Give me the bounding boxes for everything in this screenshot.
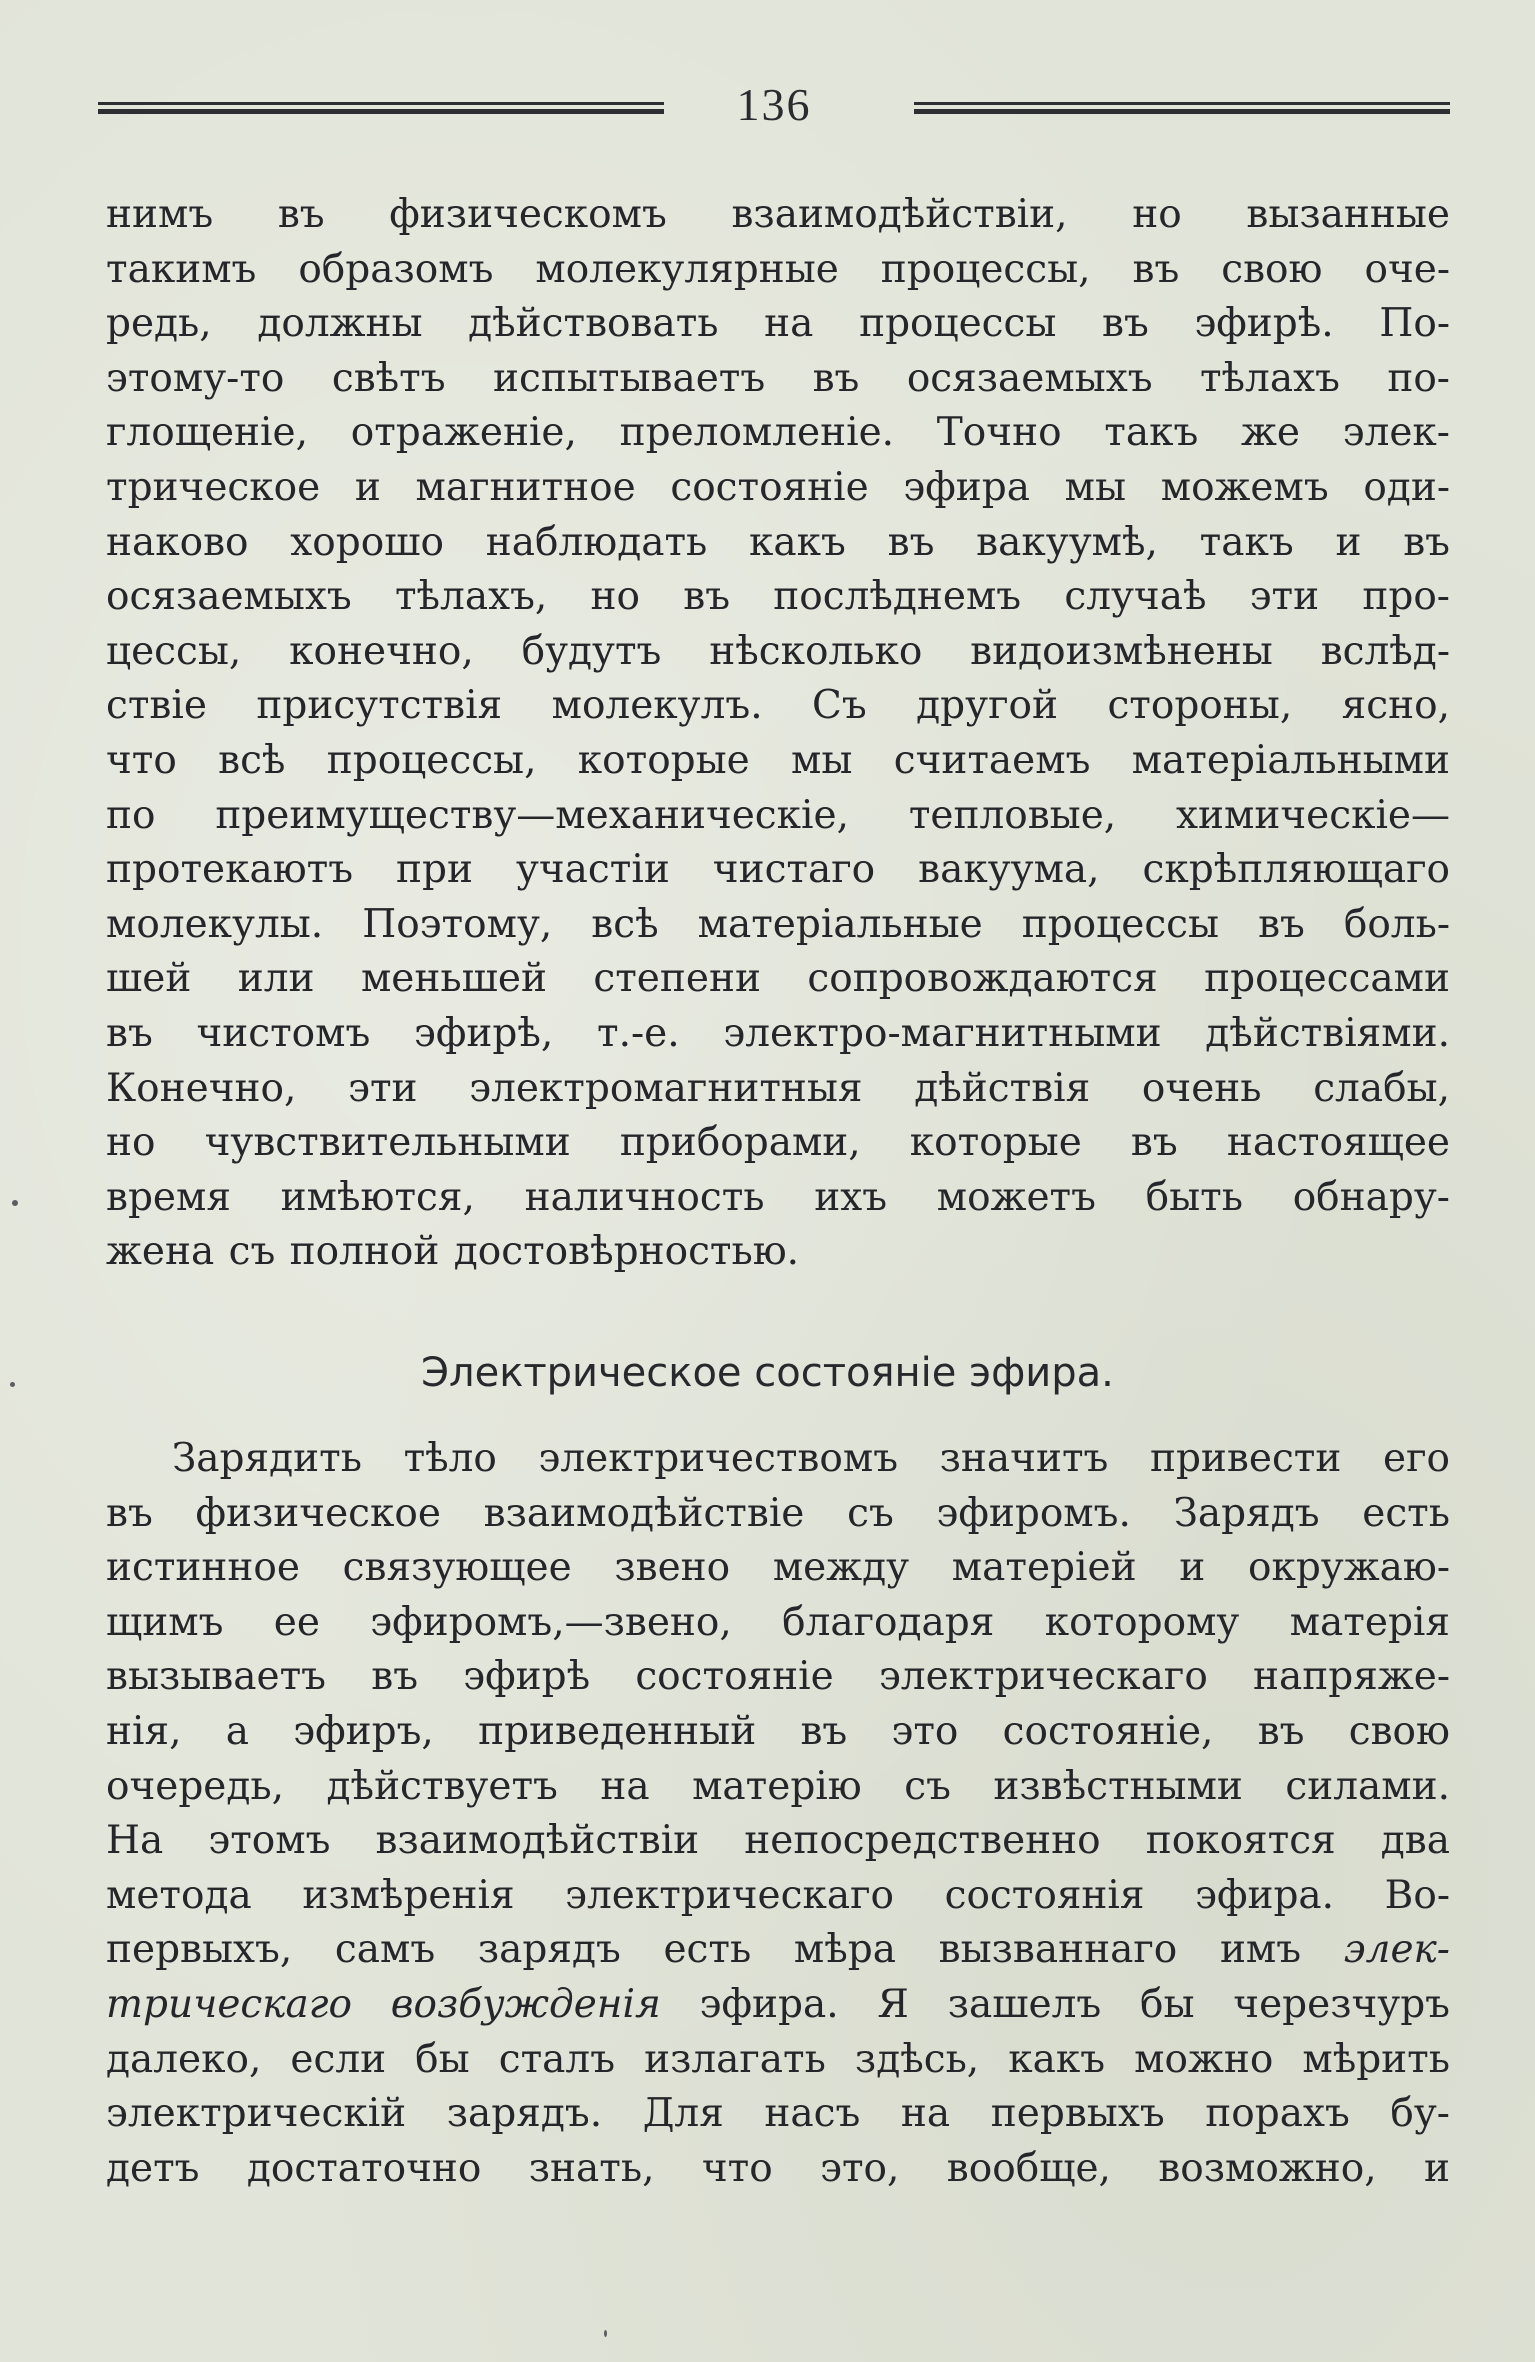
text-line: очередь, дѣйствуетъ на матерiю съ извѣстными силами. (106, 1763, 1450, 1809)
text-line: далеко, если бы сталъ излагать здѣсь, какъ можно мѣрить (106, 2036, 1450, 2082)
paper-speck (12, 1200, 18, 1206)
text-run: эфира. Я зашелъ бы черезчуръ (660, 1981, 1450, 2027)
header-rule-right (914, 102, 1450, 114)
paper-speck (604, 2330, 607, 2337)
text-line: что всѣ процессы, которые мы считаемъ матерiальными (106, 737, 1450, 783)
text-line: такимъ образомъ молекулярные процессы, въ свою оче- (106, 246, 1450, 292)
paragraph-section (106, 1432, 1450, 2196)
text-line: время имѣются, наличность ихъ можетъ быть обнару- (106, 1174, 1450, 1220)
text-line: нiя, а эфиръ, приведенный въ это состоянiе, въ свою (106, 1708, 1450, 1754)
text-line: истинное связующее звено между матерiей и окружаю- (106, 1545, 1450, 1591)
text-line: осязаемыхъ тѣлахъ, но въ послѣднемъ случаѣ эти про- (106, 574, 1450, 620)
emphasis-text: элек- (1343, 1927, 1450, 1973)
section-heading: Электрическое состоянiе эфира. (421, 1350, 1114, 1396)
text-line: но чувствительными приборами, которые въ настоящее (106, 1120, 1450, 1166)
text-line: наково хорошо наблюдать какъ въ вакуумѣ, такъ и въ (106, 519, 1450, 565)
text-line: Конечно, эти электромагнитныя дѣйствiя очень слабы, (106, 1065, 1450, 1111)
text-line: редь, должны дѣйствовать на процессы въ эфирѣ. По- (106, 301, 1450, 347)
text-line: трическое и магнитное состоянiе эфира мы можемъ оди- (106, 464, 1450, 510)
text-line: детъ достаточно знать, что это, вообще, возможно, и (106, 2145, 1450, 2191)
text-line: На этомъ взаимодѣйствiи непосредственно покоятся два (106, 1818, 1450, 1864)
text-line (106, 1923, 1450, 1978)
text-line: Зарядить тѣло электричествомъ значитъ привести его (172, 1436, 1450, 1481)
text-line (106, 1978, 1450, 2033)
text-line: электрическiй зарядъ. Для насъ на первыхъ порахъ бу- (106, 2091, 1450, 2137)
paper-speck (10, 1382, 15, 1387)
emphasis-text: трическаго возбужденiя (106, 1981, 661, 2027)
text-line: ствiе присутствiя молекулъ. Съ другой стороны, ясно, (106, 683, 1450, 729)
text-line: шей или меньшей степени сопровождаются процессами (106, 956, 1450, 1002)
text-line: вызываетъ въ эфирѣ состоянiе электрическаго напряже- (106, 1654, 1450, 1700)
text-line: нимъ въ физическомъ взаимодѣйствiи, но вызанные (106, 192, 1450, 237)
text-line: глощенiе, отраженiе, преломленiе. Точно такъ же элек- (106, 410, 1450, 456)
text-line: этому-то свѣтъ испытываетъ въ осязаемыхъ тѣлахъ по- (106, 355, 1450, 401)
text-line: въ физическое взаимодѣйствiе съ эфиромъ. Зарядъ есть (106, 1490, 1450, 1536)
page-number: 136 (736, 79, 812, 130)
text-line: молекулы. Поэтому, всѣ матерiальные процессы въ боль- (106, 901, 1450, 947)
text-line: щимъ ее эфиромъ,—звено, благодаря которому матерiя (106, 1599, 1450, 1645)
text-line: по преимуществу—механическiе, тепловые, химическiе— (106, 792, 1450, 838)
text-run: первыхъ, самъ зарядъ есть мѣра вызваннаго имъ (106, 1927, 1344, 1973)
text-line: жена съ полной достовѣрностью. (106, 1229, 800, 1275)
text-line: метода измѣренiя электрическаго состоянiя эфира. Во- (106, 1872, 1450, 1918)
text-line: цессы, конечно, будутъ нѣсколько видоизмѣнены вслѣд- (106, 628, 1450, 674)
text-line: въ чистомъ эфирѣ, т.-е. электро-магнитными дѣйствiями. (106, 1010, 1450, 1056)
paragraph-continued (106, 188, 1450, 1280)
page-header (98, 72, 1450, 142)
text-line: протекаютъ при участiи чистаго вакуума, скрѣпляющаго (106, 847, 1450, 893)
